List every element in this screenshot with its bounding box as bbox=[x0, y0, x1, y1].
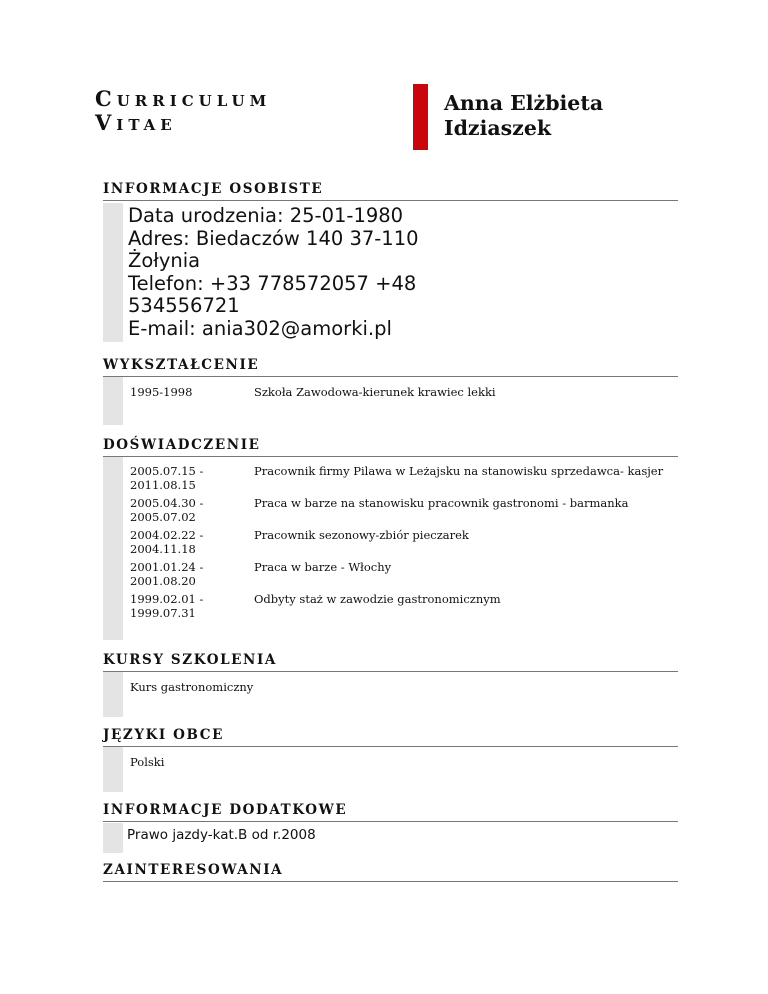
section-bar-additional bbox=[103, 823, 123, 853]
person-name bbox=[444, 91, 603, 141]
section-title-experience: DOŚWIADCZENIE bbox=[103, 437, 678, 457]
experience-date-start: 2005.04.30 - bbox=[130, 496, 204, 510]
cv-title-line1 bbox=[95, 88, 271, 112]
experience-date-end: 1999.07.31 bbox=[130, 606, 196, 620]
personal-phone-cont: 534556721 bbox=[128, 294, 240, 317]
section-bar-personal bbox=[103, 203, 123, 342]
section-bar-languages bbox=[103, 747, 123, 792]
experience-date-end: 2004.11.18 bbox=[130, 542, 196, 556]
experience-desc: Praca w barze - Włochy bbox=[254, 560, 392, 574]
experience-date-end: 2005.07.02 bbox=[130, 510, 196, 524]
section-title-interests: ZAINTERESOWANIA bbox=[103, 862, 678, 882]
person-name-line1: Anna Elżbieta bbox=[444, 91, 604, 115]
personal-birthdate: Data urodzenia: 25-01-1980 bbox=[128, 204, 404, 227]
experience-date bbox=[130, 464, 240, 492]
name-accent-bar bbox=[413, 84, 428, 150]
additional-item: Prawo jazdy-kat.B od r.2008 bbox=[127, 827, 316, 843]
personal-email: E-mail: ania302@amorki.pl bbox=[128, 316, 392, 340]
education-date: 1995-1998 bbox=[130, 385, 193, 399]
experience-desc: Odbyty staż w zawodzie gastronomicznym bbox=[254, 592, 501, 606]
section-bar-experience bbox=[103, 457, 123, 640]
experience-desc: Pracownik firmy Pilawa w Leżajsku na stanowisku sprzedawca- kasjer bbox=[254, 464, 664, 478]
education-desc: Szkoła Zawodowa-kierunek krawiec lekki bbox=[254, 385, 496, 399]
section-bar-education bbox=[103, 377, 123, 425]
language-item: Polski bbox=[130, 755, 165, 769]
section-title-courses: KURSY SZKOLENIA bbox=[103, 652, 678, 672]
cv-title-line1-cap: C bbox=[95, 86, 117, 111]
section-title-additional: INFORMACJE DODATKOWE bbox=[103, 802, 678, 822]
experience-desc: Praca w barze na stanowisku pracownik gastronomi - barmanka bbox=[254, 496, 629, 510]
course-item: Kurs gastronomiczny bbox=[130, 680, 254, 694]
experience-date bbox=[130, 528, 240, 556]
section-title-languages: JĘZYKI OBCE bbox=[103, 727, 678, 747]
experience-date-start: 2004.02.22 - bbox=[130, 528, 204, 542]
person-name-line2: Idziaszek bbox=[444, 116, 552, 140]
cv-title bbox=[95, 88, 271, 136]
cv-title-line2-cap: V bbox=[95, 110, 117, 135]
experience-date bbox=[130, 496, 240, 524]
section-bar-courses bbox=[103, 672, 123, 717]
personal-address: Adres: Biedaczów 140 37-110 bbox=[128, 226, 419, 250]
experience-date-start: 2005.07.15 - bbox=[130, 464, 204, 478]
cv-title-line2 bbox=[95, 112, 271, 136]
experience-date bbox=[130, 560, 240, 588]
personal-address-city: Żołynia bbox=[128, 249, 201, 272]
cv-title-line1-rest: URRICULUM bbox=[116, 92, 272, 110]
section-title-personal: INFORMACJE OSOBISTE bbox=[103, 181, 678, 201]
cv-title-line2-rest: ITAE bbox=[116, 116, 177, 134]
personal-info bbox=[128, 205, 419, 340]
experience-desc: Pracownik sezonowy-zbiór pieczarek bbox=[254, 528, 469, 542]
experience-date-start: 2001.01.24 - bbox=[130, 560, 204, 574]
experience-date-end: 2001.08.20 bbox=[130, 574, 196, 588]
experience-date-end: 2011.08.15 bbox=[130, 478, 196, 492]
section-title-education: WYKSZTAŁCENIE bbox=[103, 357, 678, 377]
experience-date bbox=[130, 592, 240, 620]
experience-date-start: 1999.02.01 - bbox=[130, 592, 204, 606]
personal-phone: Telefon: +33 778572057 +48 bbox=[128, 271, 417, 295]
